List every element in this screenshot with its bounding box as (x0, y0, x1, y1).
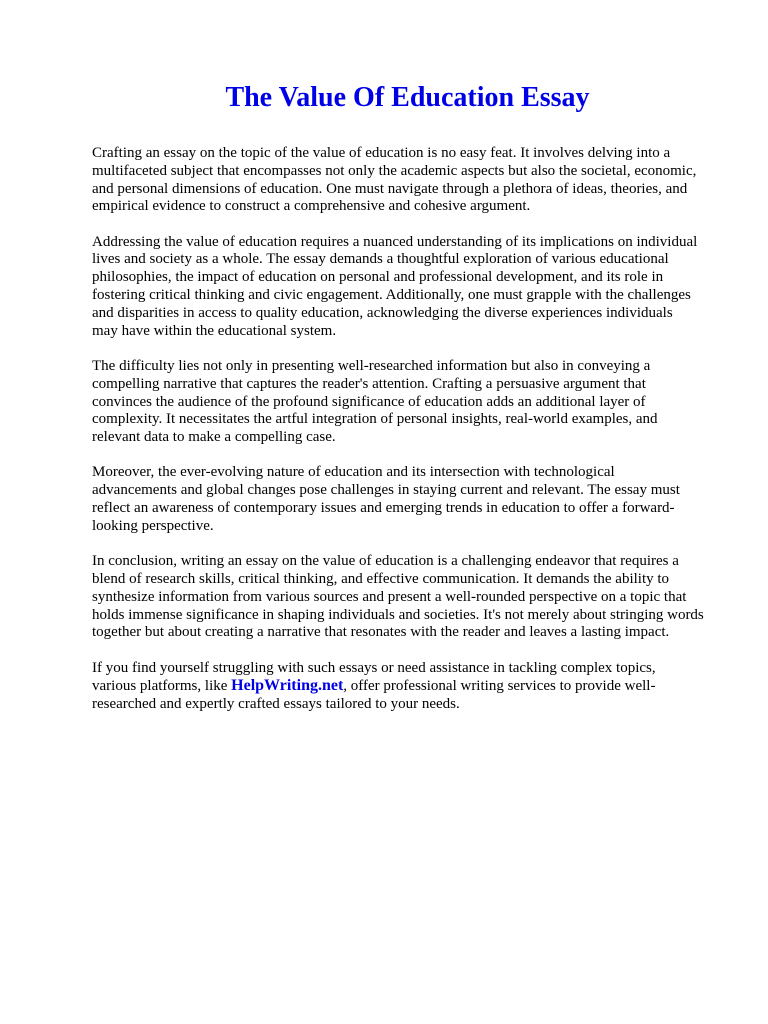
text-line: compelling narrative that captures the reader's attention. Crafting a persuasive argument that (92, 375, 646, 392)
text-segment: , offer professional writing services to provide well- (343, 678, 656, 695)
closing-paragraph (92, 660, 732, 714)
text-line: blend of research skills, critical thinking, and effective communication. It demands the ability to (92, 570, 670, 587)
text-line: synthesize information from various sources and present a well-rounded perspective on a topic that (92, 588, 687, 605)
text-line: Addressing the value of education requires a nuanced understanding of its implications on individual (92, 233, 698, 250)
text-line: and disparities in access to quality education, acknowledging the diverse experiences individuals (92, 304, 673, 321)
text-line: Crafting an essay on the topic of the value of education is no easy feat. It involves delving into a (92, 145, 671, 161)
paragraph-3 (92, 358, 732, 447)
text-line: multifaceted subject that encompasses not only the academic aspects but also the societal, economic, (92, 162, 697, 179)
essay-body (92, 145, 732, 732)
page-title: The Value Of Education Essay (225, 82, 590, 113)
text-line: researched and expertly crafted essays tailored to your needs. (92, 696, 460, 713)
text-line: convinces the audience of the profound significance of education adds an additional layer of (92, 393, 646, 410)
text-line: looking perspective. (92, 517, 214, 534)
text-line: philosophies, the impact of education on personal and professional development, and its role in (92, 269, 664, 286)
text-line: holds immense significance in shaping individuals and societies. It's not merely about stringing words (92, 606, 704, 623)
text-line: and personal dimensions of education. One must navigate through a plethora of ideas, theories, and (92, 180, 688, 197)
paragraph-1 (92, 145, 732, 216)
paragraph-5 (92, 553, 732, 642)
text-line: complexity. It necessitates the artful integration of personal insights, real-world examples, and (92, 411, 658, 428)
text-line: In conclusion, writing an essay on the value of education is a challenging endeavor that requires a (92, 553, 679, 570)
text-line: together but about creating a narrative that resonates with the reader and leaves a lasting impact. (92, 624, 670, 641)
paragraph-2 (92, 234, 732, 341)
text-line: reflect an awareness of contemporary issues and emerging trends in education to offer a forward- (92, 500, 675, 517)
paragraph-4 (92, 464, 732, 535)
helpwriting-link[interactable]: HelpWriting.net (231, 677, 344, 695)
text-line: The difficulty lies not only in presenting well-researched information but also in conveying a (92, 357, 651, 374)
text-line: Moreover, the ever-evolving nature of education and its intersection with technological (92, 464, 615, 481)
text-line: fostering critical thinking and civic engagement. Additionally, one must grapple with the challenges (92, 287, 691, 304)
text-line: empirical evidence to construct a comprehensive and cohesive argument. (92, 198, 531, 215)
text-line: lives and society as a whole. The essay demands a thoughtful exploration of various educational (92, 251, 669, 268)
text-line: If you find yourself struggling with such essays or need assistance in tackling complex topics, (92, 659, 656, 676)
text-line: may have within the educational system. (92, 322, 337, 339)
text-line: relevant data to make a compelling case. (92, 429, 336, 446)
text-line: advancements and global changes pose challenges in staying current and relevant. The essay must (92, 482, 680, 499)
text-segment: various platforms, like (92, 678, 232, 695)
text-line-with-link (92, 677, 732, 696)
